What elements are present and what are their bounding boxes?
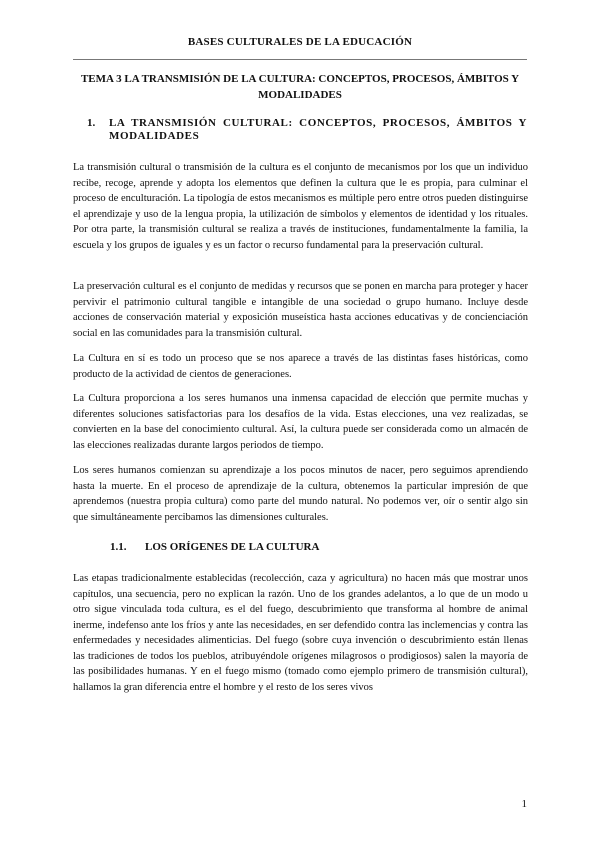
paragraph-transmision-cultural: La transmisión cultural o transmisión de la cultura es el conjunto de mecanismos por los que un individuo recibe, recoge, aprende y adopta los elementos que definen la cultura que le es propia, para culminar el proceso de enculturación. La tipología de estos mecanismos es múltiple pero entre otros pueden distinguirse el aprendizaje y uso de la lengua propia, la utilización de símbolos y elementos de identidad y los rituales. Por otra parte, la transmisión cultural se realiza a través de instituciones, fundamentalmente la familia, la escuela y los grupos de iguales y es un factor o recurso fundamental para la preservación cultural. bbox=[73, 162, 528, 251]
topic-title: TEMA 3 LA TRANSMISIÓN DE LA CULTURA: CONCEPTOS, PROCESOS, ÁMBITOS Y MODALIDADES bbox=[80, 73, 520, 101]
section-1-number: 1. bbox=[87, 117, 96, 129]
section-1-1-number: 1.1. bbox=[110, 541, 127, 553]
header-divider bbox=[73, 59, 527, 60]
section-1-1-heading bbox=[110, 541, 319, 553]
paragraph-preservacion-cultural: La preservación cultural es el conjunto de medidas y recursos que se ponen en marcha para proteger y hacer pervivir el patrimonio cultural tangible e intangible de una sociedad o grupo humano. Incluye desde acciones de conservación material y exposición museística hasta acciones educativas y de concienciación social en las comunidades para la transmisión cultural. bbox=[73, 281, 528, 339]
section-1-title: LA TRANSMISIÓN CULTURAL: CONCEPTOS, PROCESOS, ÁMBITOS Y MODALIDADES bbox=[109, 117, 527, 142]
paragraph-aprendizaje: Los seres humanos comienzan su aprendizaje a los pocos minutos de nacer, pero seguimos aprendiendo hasta la muerte. En el proceso de aprendizaje de la cultura, obtenemos la particular impresión de que aprendemos (nuestra propia cultura) como parte del mundo natural. No podemos ver, oír o sentir algo sin que simultáneamente percibamos las dimensiones culturales. bbox=[73, 465, 528, 523]
section-1-heading bbox=[87, 117, 527, 143]
page-number: 1 bbox=[521, 798, 527, 810]
paragraph-cultura-eleccion: La Cultura proporciona a los seres humanos una inmensa capacidad de elección que permite muchas y diferentes soluciones satisfactorias para los desafíos de la vida. Estas elecciones, una vez realizadas, se convierten en la base del conocimiento cultural. Así, la cultura puede ser considerada como un almacén de las elecciones realizadas durante largos periodos de tiempo. bbox=[73, 393, 528, 451]
paragraph-origenes-cultura: Las etapas tradicionalmente establecidas (recolección, caza y agricultura) no hacen más que mostrar unos capítulos, una secuencia, pero no explican la razón. Uno de los grandes adelantos, a lo que de un modo u otro sigue vinculada toda cultura, es el del fuego, descubrimiento que transforma al hombre de animal inerme, indefenso ante los fríos y ante las necesidades, en ser defendido contra las inclemencias y contra las enfermedades y necesidades alimenticias. Del fuego (sobre cuya invención o descubrimiento están llenas las tradiciones de todos los pueblos, atribuyéndole orígenes milagrosos o prodigiosos) salen la mayoría de las posibilidades humanas. Y en el fuego mismo (tomado como ejemplo primero de transmisión cultural), hallamos la gran diferencia entre el hombre y el resto de los seres vivos bbox=[73, 573, 528, 693]
paragraph-cultura-proceso: La Cultura en sí es todo un proceso que se nos aparece a través de las distintas fases históricas, como producto de la actividad de cientos de generaciones. bbox=[73, 353, 528, 380]
page-header-title: BASES CULTURALES DE LA EDUCACIÓN bbox=[187, 36, 413, 48]
section-1-1-title: LOS ORÍGENES DE LA CULTURA bbox=[145, 541, 320, 553]
